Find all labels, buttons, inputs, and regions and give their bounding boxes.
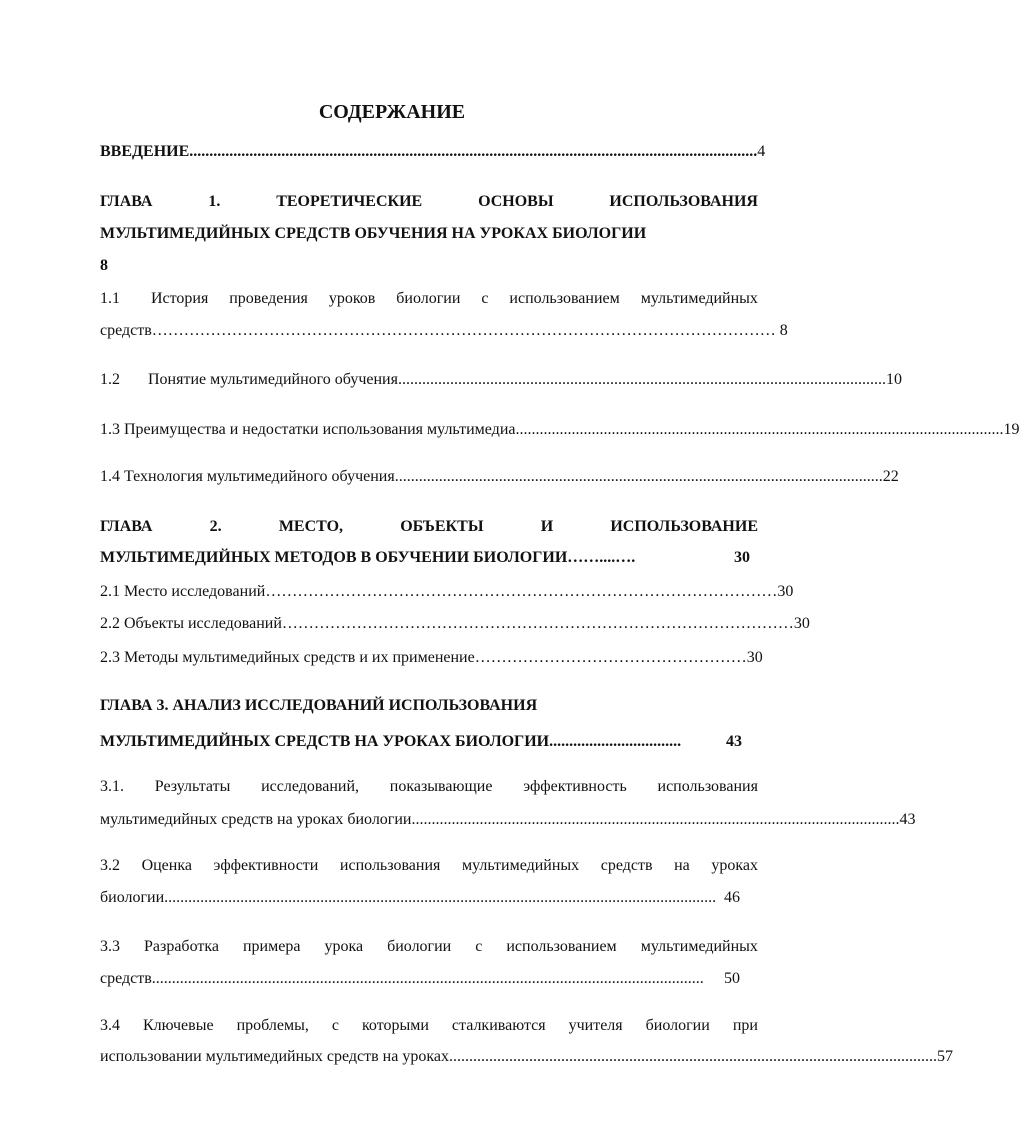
toc-page-number: 50 — [724, 970, 740, 987]
word: мультимедийных — [461, 857, 580, 874]
dot-leader: ……....…. — [567, 549, 636, 566]
toc-chapter-1-heading-line2: МУЛЬТИМЕДИЙНЫХ СРЕДСТВ ОБУЧЕНИЯ НА УРОКАХ БИОЛОГИИ — [100, 225, 647, 242]
word: на — [674, 857, 690, 874]
toc-entry-label: биологии — [100, 889, 165, 906]
word: Разработка — [144, 938, 219, 955]
toc-entry-label: 2.3 Методы мультимедийных средств и их применение — [100, 649, 475, 666]
word: мультимедийных — [640, 290, 758, 307]
word: эффективности — [213, 857, 319, 874]
word: использования — [657, 778, 758, 795]
word: проблемы, — [236, 1017, 309, 1034]
toc-chapter-3-heading-line1[interactable]: ГЛАВА 3. АНАЛИЗ ИССЛЕДОВАНИЙ ИСПОЛЬЗОВАНИЯ — [100, 697, 538, 714]
dot-leader: .......................................................................................................................... — [515, 421, 1004, 438]
word: биологии — [396, 290, 461, 307]
toc-entry-3-3-line1[interactable] — [100, 937, 758, 957]
word: при — [732, 1017, 758, 1034]
word: ИСПОЛЬЗОВАНИЯ — [609, 193, 758, 210]
word: Ключевые — [143, 1017, 214, 1034]
word: урока — [324, 938, 364, 955]
word: 1. — [208, 193, 221, 210]
word: 3.3 — [100, 938, 120, 955]
dot-leader: ……………………………………………………………………………………………………… — [151, 322, 776, 339]
toc-entry-label: МУЛЬТИМЕДИЙНЫХ МЕТОДОВ В ОБУЧЕНИИ БИОЛОГИИ — [100, 549, 568, 566]
dot-leader: .......................................................................................................................................... — [151, 970, 704, 987]
dot-leader: …………………………………………………………………………………… — [281, 615, 794, 632]
word: учителя — [568, 1017, 623, 1034]
word: с — [481, 290, 489, 307]
toc-entry-3-2-line1[interactable] — [100, 856, 758, 876]
dot-leader: .............................................................................................................................................. — [189, 143, 758, 160]
toc-page-number: 10 — [885, 371, 902, 388]
toc-entry-introduction[interactable] — [100, 142, 766, 162]
word: биологии — [387, 938, 452, 955]
toc-chapter-2-heading-line2[interactable] — [100, 548, 750, 568]
word: с — [475, 938, 483, 955]
dot-leader: .......................................................................................................................................... — [164, 889, 717, 906]
word: 3.4 — [100, 1017, 120, 1034]
toc-page-number: 43 — [899, 811, 916, 828]
toc-entry-1-1-line2[interactable] — [100, 321, 788, 341]
word: с — [331, 1017, 339, 1034]
toc-chapter-1-page: 8 — [100, 257, 108, 274]
toc-entry-label: средств — [100, 322, 152, 339]
word: мультимедийных — [640, 938, 758, 955]
toc-entry-label: МУЛЬТИМЕДИЙНЫХ СРЕДСТВ НА УРОКАХ БИОЛОГИИ — [100, 733, 550, 750]
dot-leader: …………………………………………………………………………………… — [265, 583, 778, 600]
word: проведения — [229, 290, 308, 307]
section-number: 1.2 — [100, 371, 120, 388]
toc-entry-1-2[interactable] — [100, 370, 902, 390]
toc-entry-1-1-line1[interactable] — [100, 289, 758, 309]
word: Результаты — [154, 778, 231, 795]
word: использованием — [506, 938, 617, 955]
toc-entry-2-1[interactable] — [100, 582, 794, 602]
toc-page-number: 57 — [936, 1048, 953, 1065]
dot-leader: .......................................................................................................................... — [411, 811, 900, 828]
word: использования — [339, 857, 441, 874]
word: И — [540, 518, 554, 535]
word: которыми — [361, 1017, 429, 1034]
dot-leader: ................................. — [549, 733, 682, 750]
dot-leader: .......................................................................................................................... — [394, 468, 883, 485]
toc-page-number: 30 — [777, 583, 794, 600]
toc-entry-label: 1.3 Преимущества и недостатки использования мультимедиа — [100, 421, 516, 438]
toc-entry-label: мультимедийных средств на уроках биологии — [100, 811, 412, 828]
dot-leader: .......................................................................................................................... — [397, 371, 886, 388]
word: эффективность — [523, 778, 627, 795]
toc-entry-2-2[interactable] — [100, 614, 810, 634]
dot-leader: …………………………………………… — [474, 649, 747, 666]
word: средств — [600, 857, 653, 874]
toc-page-number: 4 — [757, 143, 766, 160]
toc-page-number: 43 — [726, 733, 742, 750]
toc-page-number: 8 — [779, 322, 788, 339]
toc-page-number: 30 — [793, 615, 810, 632]
word: исследований, — [261, 778, 360, 795]
word: использованием — [509, 290, 620, 307]
toc-entry-1-3[interactable] — [100, 420, 1019, 440]
word: биологии — [645, 1017, 710, 1034]
page-title: СОДЕРЖАНИЕ — [318, 101, 466, 123]
word: 3.1. — [100, 778, 124, 795]
word: ИСПОЛЬЗОВАНИЕ — [610, 518, 758, 535]
toc-entry-1-4[interactable] — [100, 467, 899, 487]
word: ТЕОРЕТИЧЕСКИЕ — [276, 193, 423, 210]
toc-entry-label: ВВЕДЕНИЕ — [100, 143, 190, 160]
toc-chapter-1-heading-line1[interactable] — [100, 192, 758, 212]
toc-entry-label: 2.2 Объекты исследований — [100, 615, 282, 632]
word: 2. — [209, 518, 222, 535]
toc-entry-label: Понятие мультимедийного обучения — [148, 371, 398, 388]
word: Оценка — [141, 857, 192, 874]
word: уроках — [711, 857, 758, 874]
word: ОБЪЕКТЫ — [400, 518, 484, 535]
word: МЕСТО, — [278, 518, 344, 535]
word: 3.2 — [100, 857, 120, 874]
toc-entry-label: 1.4 Технология мультимедийного обучения — [100, 468, 395, 485]
toc-page-number: 30 — [734, 549, 750, 566]
toc-entry-3-1-line2[interactable] — [100, 810, 916, 830]
toc-page-number: 30 — [746, 649, 763, 666]
word: История — [150, 290, 209, 307]
word: сталкиваются — [451, 1017, 546, 1034]
toc-entry-3-4-line1[interactable] — [100, 1016, 758, 1036]
word: ОСНОВЫ — [478, 193, 554, 210]
toc-entry-3-3-line2[interactable] — [100, 969, 740, 989]
toc-page-number: 19 — [1003, 421, 1019, 438]
toc-chapter-3-heading-line2[interactable] — [100, 732, 742, 752]
toc-entry-3-1-line1[interactable] — [100, 777, 758, 797]
toc-entry-2-3[interactable] — [100, 648, 763, 668]
toc-chapter-2-heading-line1[interactable] — [100, 517, 758, 537]
toc-entry-label: 2.1 Место исследований — [100, 583, 266, 600]
toc-page-number: 46 — [724, 889, 740, 906]
word: уроков — [328, 290, 376, 307]
toc-page-number: 22 — [882, 468, 899, 485]
word: показывающие — [389, 778, 493, 795]
word: ГЛАВА — [100, 518, 153, 535]
toc-entry-3-4-line2[interactable] — [100, 1047, 953, 1067]
word: примера — [242, 938, 301, 955]
word: ГЛАВА — [100, 193, 153, 210]
section-number: 1.1 — [100, 290, 120, 307]
toc-entry-3-2-line2[interactable] — [100, 888, 740, 908]
dot-leader: .......................................................................................................................... — [448, 1048, 937, 1065]
toc-entry-label: средств — [100, 970, 152, 987]
toc-entry-label: использовании мультимедийных средств на уроках — [100, 1048, 449, 1065]
